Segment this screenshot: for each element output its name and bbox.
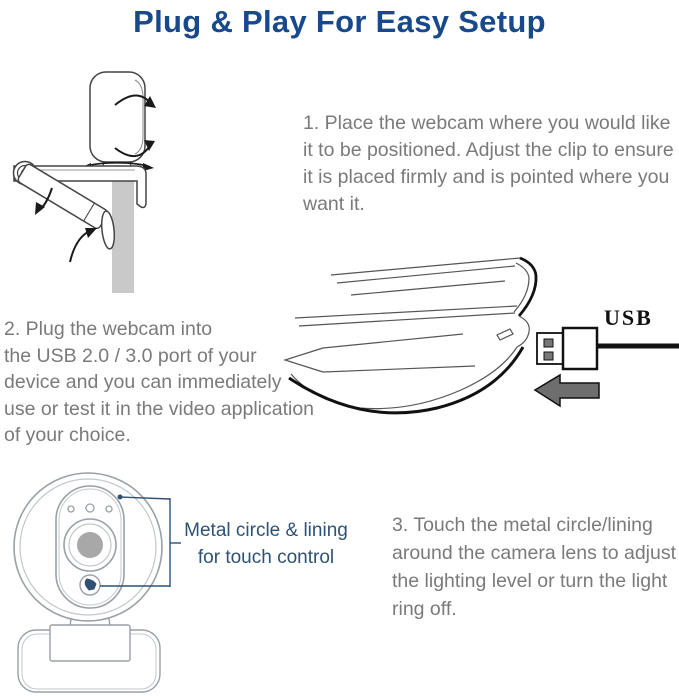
step-2-instructions	[4, 316, 315, 449]
callout-line: for touch control	[197, 547, 335, 568]
camera-lens	[64, 519, 116, 571]
touch-control-callout	[180, 517, 352, 571]
laptop-screen	[331, 258, 536, 316]
callout-line: Metal circle & lining	[184, 520, 348, 541]
usb-port-slot	[497, 329, 513, 340]
webcam-side-body	[90, 72, 145, 174]
instruction-line: 3. Touch the metal circle/lining	[392, 514, 653, 536]
instruction-line: use or test it in the video application	[4, 397, 315, 420]
instruction-line: the lighting level or turn the light	[392, 570, 668, 592]
webcam-side-view-illustration	[0, 60, 230, 315]
instruction-line: it is placed firmly and is pointed where you	[303, 166, 670, 188]
step-3-instructions	[392, 511, 679, 623]
page-title: Plug & Play For Easy Setup	[133, 4, 546, 39]
insert-direction-arrow-icon	[535, 375, 599, 406]
laptop-illustration	[265, 250, 679, 430]
monitor-edge	[112, 180, 134, 293]
instruction-line: the USB 2.0 / 3.0 port of your	[4, 344, 257, 367]
webcam-clip-base	[18, 612, 160, 692]
instruction-line: it to be positioned. Adjust the clip to ensure	[303, 139, 674, 161]
usb-cable-label: USB	[604, 305, 653, 330]
step-1-instructions	[303, 110, 679, 218]
instruction-line: device and you can immediately	[4, 371, 282, 393]
usb-plug-icon	[537, 328, 679, 369]
laptop-deck	[285, 306, 529, 413]
instruction-line: 1. Place the webcam where you would like	[303, 112, 671, 134]
webcam-front-view-illustration	[0, 460, 200, 696]
instruction-line: want it.	[303, 193, 365, 215]
instruction-line: 2. Plug the webcam into	[4, 318, 213, 340]
touch-control-button	[80, 575, 100, 595]
instruction-line: around the camera lens to adjust	[392, 542, 677, 564]
instruction-line: of your choice.	[4, 424, 131, 446]
instruction-line: ring off.	[392, 598, 457, 620]
